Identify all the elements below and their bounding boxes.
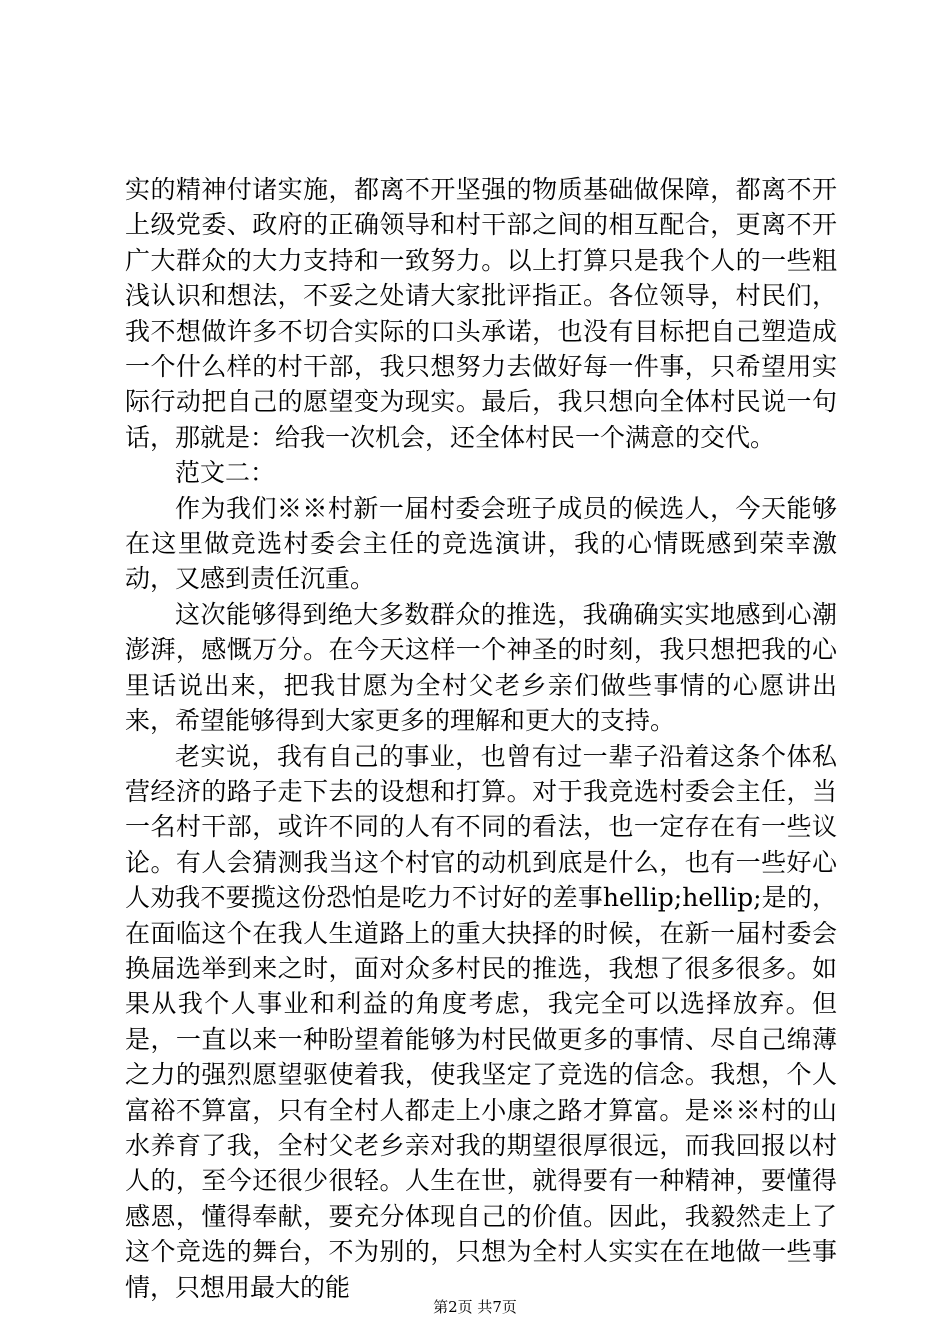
paragraph-continuation: 实的精神付诸实施，都离不开坚强的物质基础做保障，都离不开上级党委、政府的正确领导和村干部之间的相互配合，更离不开广大群众的大力支持和一致努力。以上打算只是我个人的一些粗浅认识和想法，不妥之处请大家批评指正。各位领导，村民们，我不想做许多不切合实际的口头承诺，也没有目标把自己塑造成一个什么样的村干部，我只想努力去做好每一件事，只希望用实际行动把自己的愿望变为现实。最后，我只想向全体村民说一句话，那就是：给我一次机会，还全体村民一个满意的交代。 (125, 175, 837, 452)
body-text (125, 172, 837, 1305)
paragraph-intro: 作为我们※※村新一届村委会班子成员的候选人，今天能够在这里做竞选村委会主任的竞选演讲，我的心情既感到荣幸激动，又感到责任沉重。 (125, 493, 837, 594)
paragraph-motivation: 老实说，我有自己的事业，也曾有过一辈子沿着这条个体私营经济的路子走下去的设想和打算。对于我竞选村委会主任，当一名村干部，或许不同的人有不同的看法，也一定存在有一些议论。有人会猜测我当这个村官的动机到底是什么，也有一些好心人劝我不要揽这份恐怕是吃力不讨好的差事hellip;hellip;是的，在面临这个在我人生道路上的重大抉择的时候，在新一届村委会换届选举到来之时，面对众多村民的推选，我想了很多很多。如果从我个人事业和利益的角度考虑，我完全可以选择放弃。但是，一直以来一种盼望着能够为村民做更多的事情、尽自己绵薄之力的强烈愿望驱使着我，使我坚定了竞选的信念。我想，个人富裕不算富，只有全村人都走上小康之路才算富。是※※村的山水养育了我，全村父老乡亲对我的期望很厚很远，而我回报以村人的，至今还很少很轻。人生在世，就得要有一种精神，要懂得感恩，懂得奉献，要充分体现自己的价值。因此，我毅然走上了这个竞选的舞台，不为别的，只想为全村人实实在在地做一些事情，只想用最大的能 (125, 741, 837, 1302)
page-footer: 第2页 共7页 (433, 1298, 517, 1316)
section-heading-fanwen-er: 范文二： (175, 458, 276, 488)
paragraph-gratitude: 这次能够得到绝大多数群众的推选，我确确实实地感到心潮澎湃，感慨万分。在今天这样一个神圣的时刻，我只想把我的心里话说出来，把我甘愿为全村父老乡亲们做些事情的心愿讲出来，希望能够得到大家更多的理解和更大的支持。 (125, 599, 837, 736)
